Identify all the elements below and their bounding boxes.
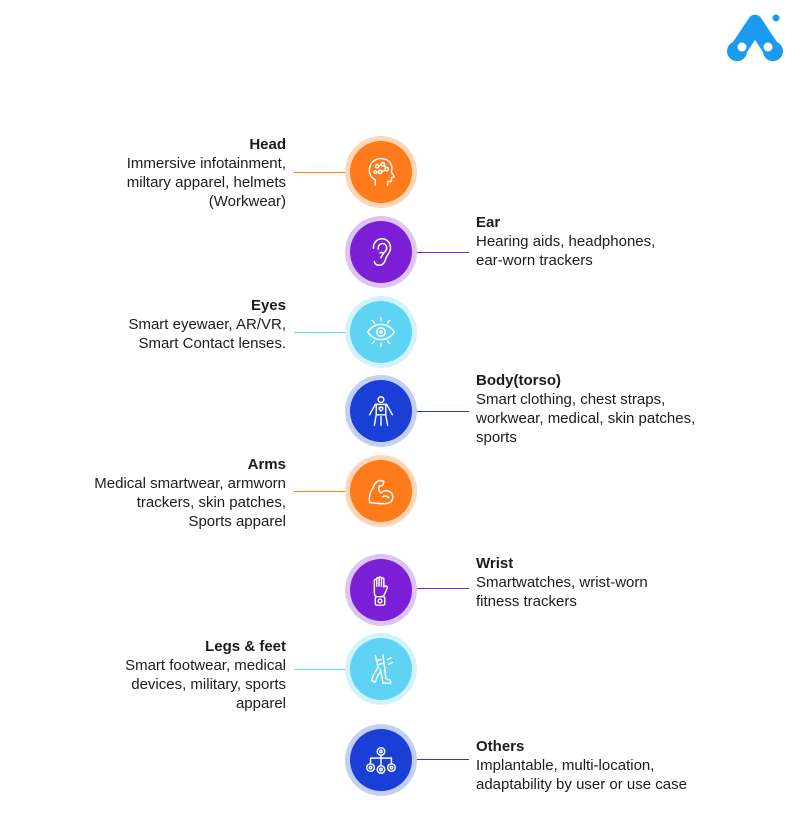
eye-icon: [362, 313, 400, 351]
connector-line: [294, 172, 351, 173]
item-title: Wrist: [476, 555, 514, 572]
head-brain-icon: [362, 153, 400, 191]
item-description: Smart footwear, medical devices, military, sports apparel: [125, 657, 286, 712]
item-title: Ear: [476, 214, 501, 231]
item-description: Hearing aids, headphones, ear-worn trackers: [476, 233, 656, 269]
item-title: Head: [249, 136, 286, 153]
item-label: [6, 637, 286, 713]
item-label: [476, 554, 776, 611]
item-icon-circle: [350, 559, 412, 621]
connector-line: [411, 411, 469, 412]
item-description: Smart clothing, chest straps, workwear, medical, skin patches, sports: [476, 391, 696, 446]
item-description: Smartwatches, wrist-worn fitness trackers: [476, 574, 648, 610]
body-torso-icon: [362, 392, 400, 430]
item-icon-circle: [350, 221, 412, 283]
item-title: Others: [476, 738, 525, 755]
item-label: [0, 455, 286, 531]
item-description: Implantable, multi-location, adaptability by user or use case: [476, 757, 687, 793]
brand-logo-icon: [727, 12, 783, 62]
item-label: [476, 371, 796, 447]
arm-muscle-icon: [362, 472, 400, 510]
item-icon-circle: [350, 141, 412, 203]
item-icon-circle: [350, 380, 412, 442]
item-icon-circle: [350, 729, 412, 791]
ear-icon: [362, 233, 400, 271]
item-title: Arms: [247, 456, 286, 473]
connector-line: [411, 588, 469, 589]
item-icon-circle: [350, 638, 412, 700]
item-title: Legs & feet: [205, 638, 286, 655]
connector-line: [411, 252, 469, 253]
item-label: [476, 737, 796, 794]
connector-line: [294, 491, 351, 492]
item-label: [6, 296, 286, 353]
item-label: [6, 135, 286, 211]
connector-line: [294, 669, 351, 670]
connector-line: [294, 332, 351, 333]
network-nodes-icon: [362, 741, 400, 779]
item-title: Eyes: [250, 297, 286, 314]
legs-feet-icon: [362, 650, 400, 688]
item-description: Smart eyewaer, AR/VR, Smart Contact lenses.: [128, 316, 286, 352]
connector-line: [411, 759, 469, 760]
item-label: [476, 213, 776, 270]
item-icon-circle: [350, 460, 412, 522]
item-title: Body(torso): [476, 372, 561, 389]
item-description: Immersive infotainment, miltary apparel, helmets (Workwear): [126, 155, 286, 210]
item-description: Medical smartwear, armworn trackers, skin patches, Sports apparel: [94, 475, 286, 530]
wrist-hand-icon: [362, 571, 400, 609]
item-icon-circle: [350, 301, 412, 363]
